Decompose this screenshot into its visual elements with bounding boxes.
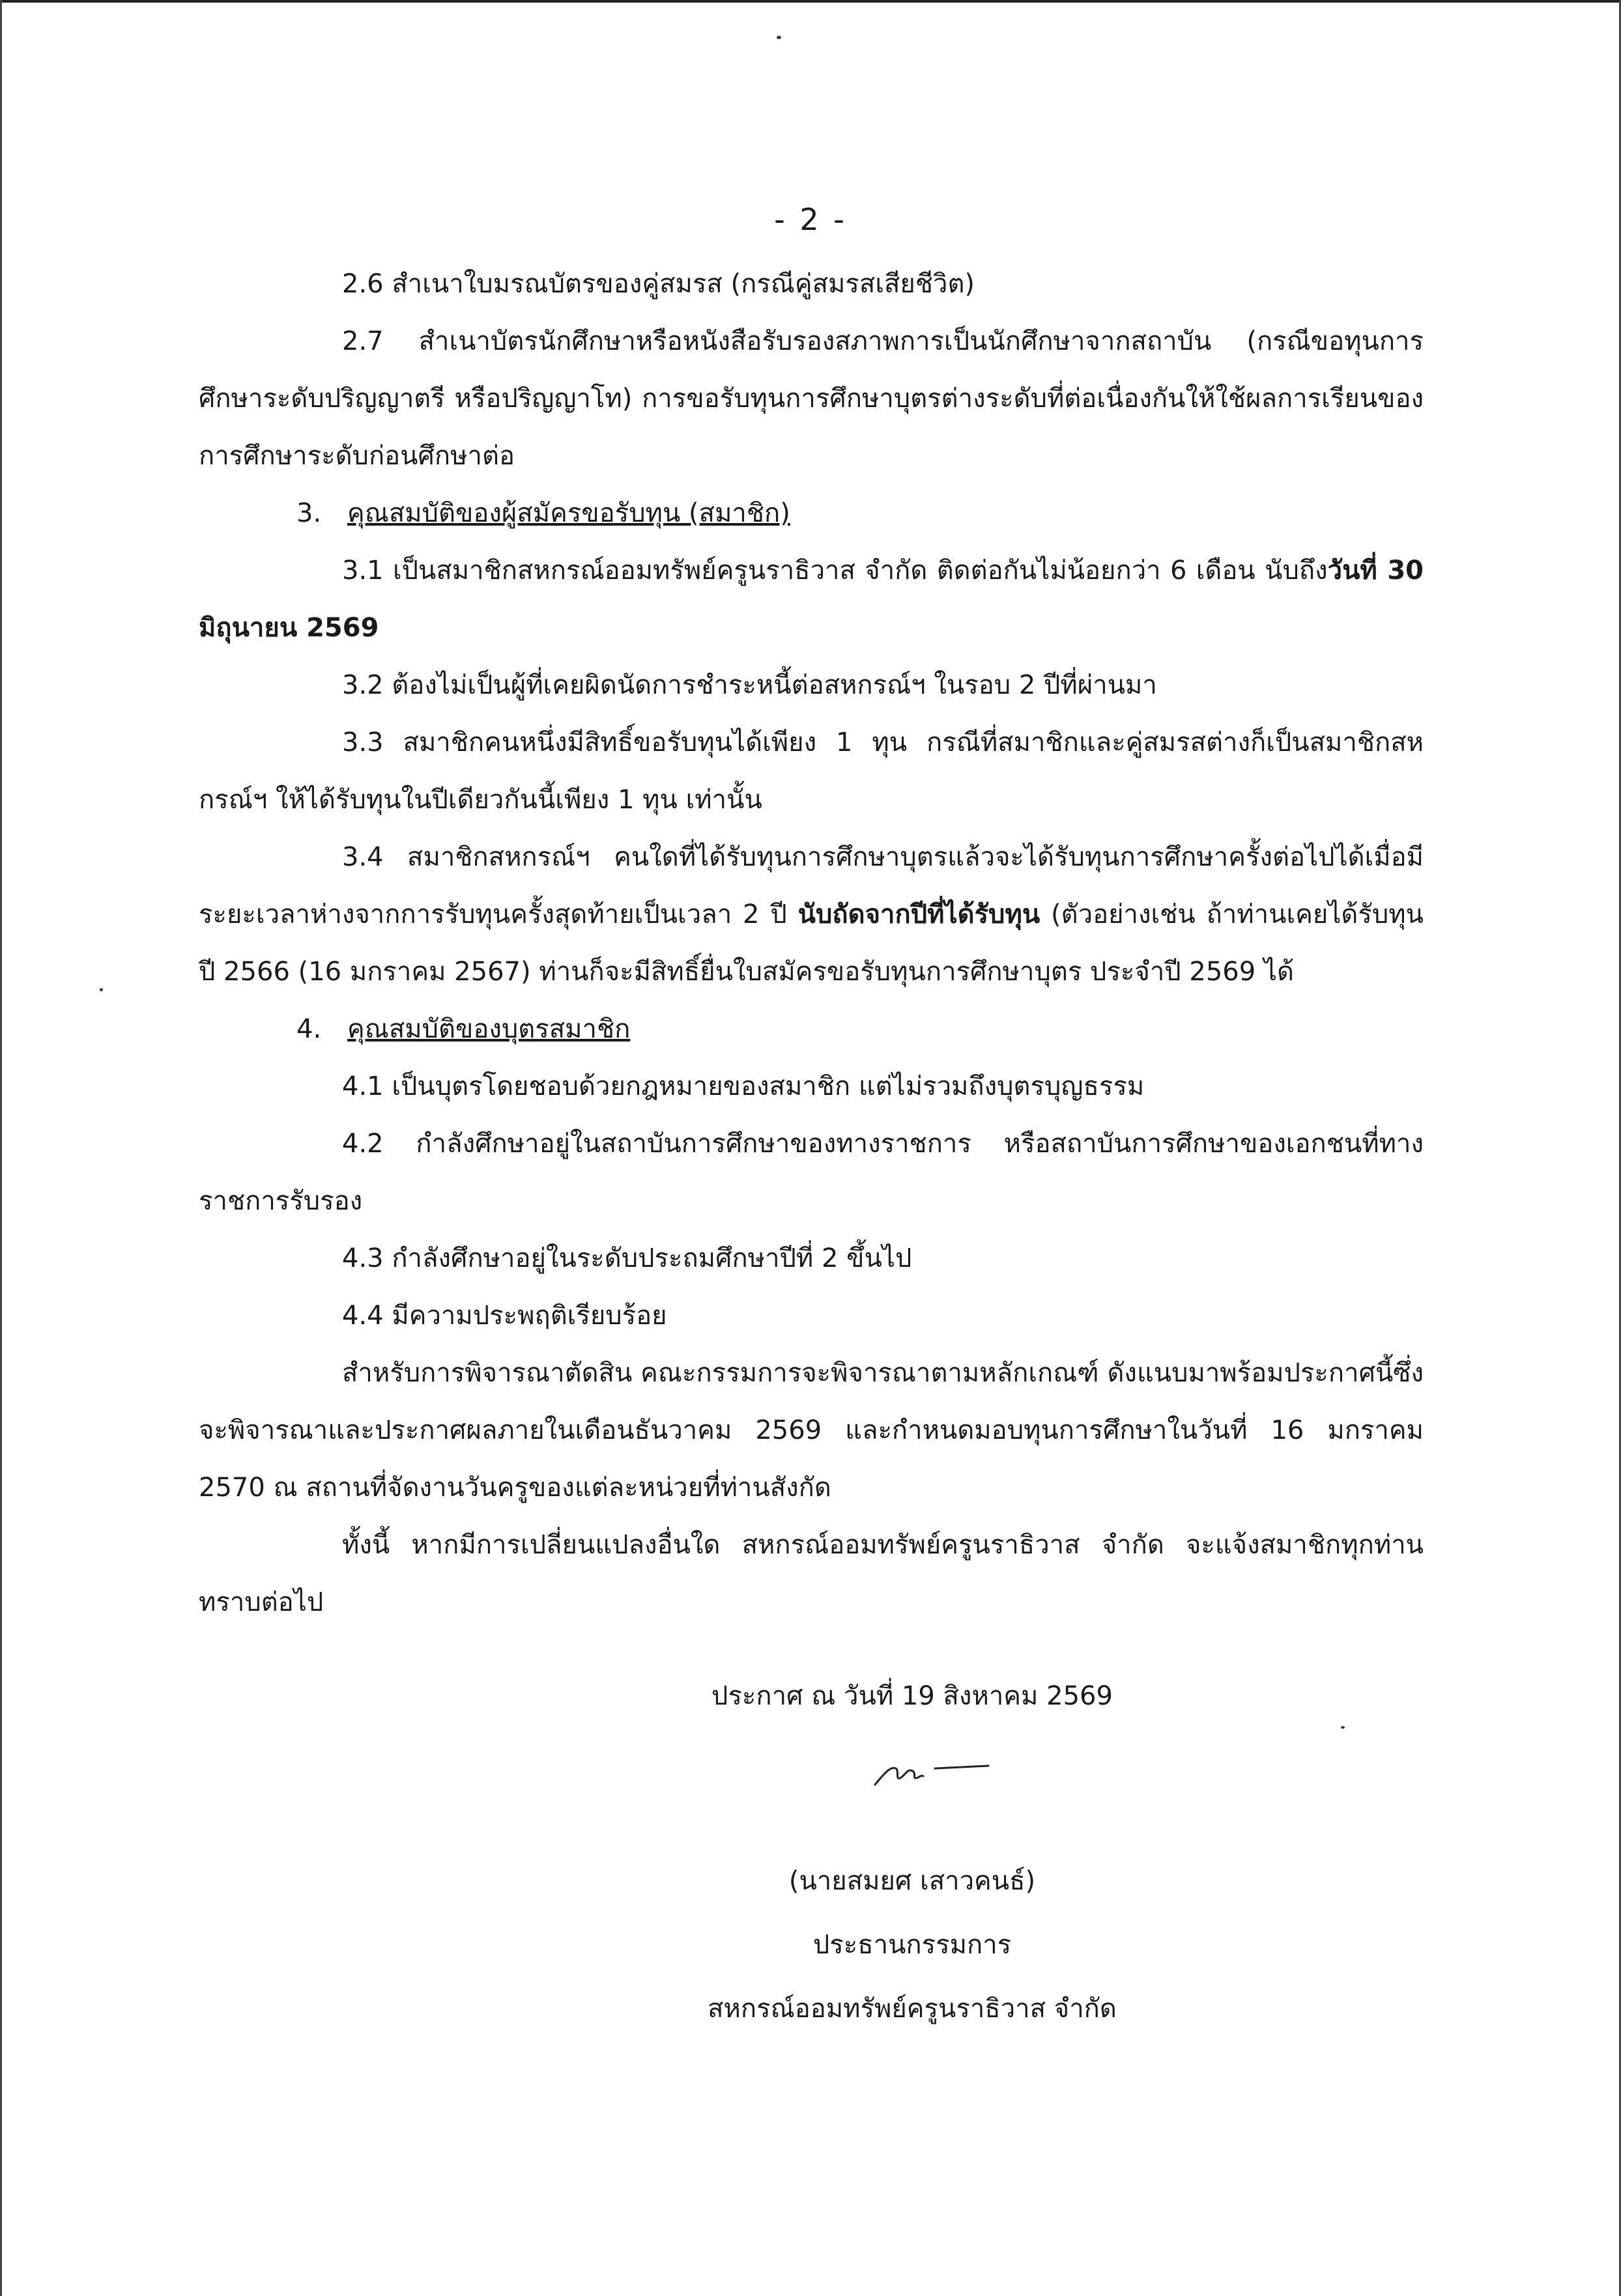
item-4-2: 4.2 กำลังศึกษาอยู่ในสถาบันการศึกษาของทางราชการ หรือสถาบันการศึกษาของเอกชนที่ทางราชการรับรอง	[199, 1129, 1424, 1216]
page-number: - 2 -	[774, 202, 847, 237]
section-4-heading	[199, 1000, 1424, 1058]
section-4-number: 4.	[296, 1014, 322, 1044]
scan-speck	[1341, 1726, 1345, 1729]
item-3-4-emphasis: นับถัดจากปีที่ได้รับทุน	[797, 900, 1040, 929]
section-4-title: คุณสมบัติของบุตรสมาชิก	[347, 1014, 631, 1044]
item-4-3: 4.3 กำลังศึกษาอยู่ในระดับประถมศึกษาปีที่ 2 ขึ้นไป	[342, 1243, 912, 1273]
item-3-4	[199, 829, 1424, 1000]
item-3-4-text-a: 3.4 สมาชิกสหกรณ์ฯ คนใดที่ได้รับทุนการศึกษาบุตรแล้วจะได้รับทุนการศึกษาครั้งต่อไปได้เมื่อมีระยะเวลาห่างจากการรับทุนครั้งสุดท้ายเป็นเวลา 2 ปี	[199, 842, 1424, 929]
closing-paragraph-2: ทั้งนี้ หากมีการเปลี่ยนแปลงอื่นใด สหกรณ์ออมทรัพย์ครูนราธิวาส จำกัด จะแจ้งสมาชิกทุกท่านทราบต่อไป	[199, 1530, 1424, 1617]
section-3-title: คุณสมบัติของผู้สมัครขอรับทุน (สมาชิก)	[347, 498, 790, 528]
signature-block	[652, 1664, 1173, 2041]
handwritten-signature	[870, 1749, 1000, 1794]
section-3-heading	[199, 485, 1424, 542]
item-4-1: 4.1 เป็นบุตรโดยชอบด้วยกฎหมายของสมาชิก แต่ไม่รวมถึงบุตรบุญธรรม	[342, 1071, 1145, 1101]
item-2-7: 2.7 สำเนาบัตรนักศึกษาหรือหนังสือรับรองสภาพการเป็นนักศึกษาจากสถาบัน (กรณีขอทุนการศึกษาระดับปริญญาตรี หรือปริญญาโท) การขอรับทุนการศึกษาบุตรต่างระดับที่ต่อเนื่องกันให้ใช้ผลการเรียนของการศึกษาระดับก่อนศึกษาต่อ	[199, 326, 1424, 471]
item-4-4: 4.4 มีความประพฤติเรียบร้อย	[342, 1301, 667, 1331]
item-3-1-text: 3.1 เป็นสมาชิกสหกรณ์ออมทรัพย์ครูนราธิวาส จำกัด ติดต่อกันไม่น้อยกว่า 6 เดือน นับถึง	[342, 556, 1328, 586]
announcement-date: ประกาศ ณ วันที่ 19 สิงหาคม 2569	[711, 1681, 1113, 1711]
signatory-position: ประธานกรรมการ	[812, 1930, 1012, 1960]
signatory-organization: สหกรณ์ออมทรัพย์ครูนราธิวาส จำกัด	[708, 1994, 1117, 2024]
document-body	[199, 255, 1424, 1631]
item-3-2: 3.2 ต้องไม่เป็นผู้ที่เคยผิดนัดการชำระหนี้ต่อสหกรณ์ฯ ในรอบ 2 ปีที่ผ่านมา	[342, 670, 1157, 700]
signatory-name: (นายสมยศ เสาวคนธ์)	[788, 1866, 1036, 1896]
item-3-3: 3.3 สมาชิกคนหนึ่งมีสิทธิ์ขอรับทุนได้เพียง 1 ทุน กรณีที่สมาชิกและคู่สมรสต่างก็เป็นสมาชิกสหกรณ์ฯ ให้ได้รับทุนในปีเดียวกันนี้เพียง 1 ทุน เท่านั้น	[199, 728, 1424, 815]
section-3-number: 3.	[296, 498, 322, 528]
scan-edge-left	[0, 0, 2, 2296]
item-3-4-text-b: (ตัวอย่างเช่น ถ้าท่านเคยได้รับทุนปี 2566 (16 มกราคม 2567) ท่านก็จะมีสิทธิ์ยื่นใบสมัครขอรับทุนการศึกษาบุตร ประจำปี 2569 ได้	[199, 900, 1424, 987]
scan-edge-top	[0, 0, 1621, 3]
item-3-1-deadline: วันที่ 30 มิถุนายน 2569	[199, 556, 1424, 643]
scan-speck	[777, 36, 781, 39]
closing-paragraph-1: สำหรับการพิจารณาตัดสิน คณะกรรมการจะพิจารณาตามหลักเกณฑ์ ดังแนบมาพร้อมประกาศนี้ซึ่งจะพิจารณาและประกาศผลภายในเดือนธันวาคม 2569 และกำหนดมอบทุนการศึกษาในวันที่ 16 มกราคม 2570 ณ สถานที่จัดงานวันครูของแต่ละหน่วยที่ท่านสังกัด	[199, 1358, 1424, 1503]
item-3-1	[199, 542, 1424, 657]
item-2-6: 2.6 สำเนาใบมรณบัตรของคู่สมรส (กรณีคู่สมรสเสียชีวิต)	[342, 269, 975, 299]
scan-speck	[100, 988, 103, 991]
